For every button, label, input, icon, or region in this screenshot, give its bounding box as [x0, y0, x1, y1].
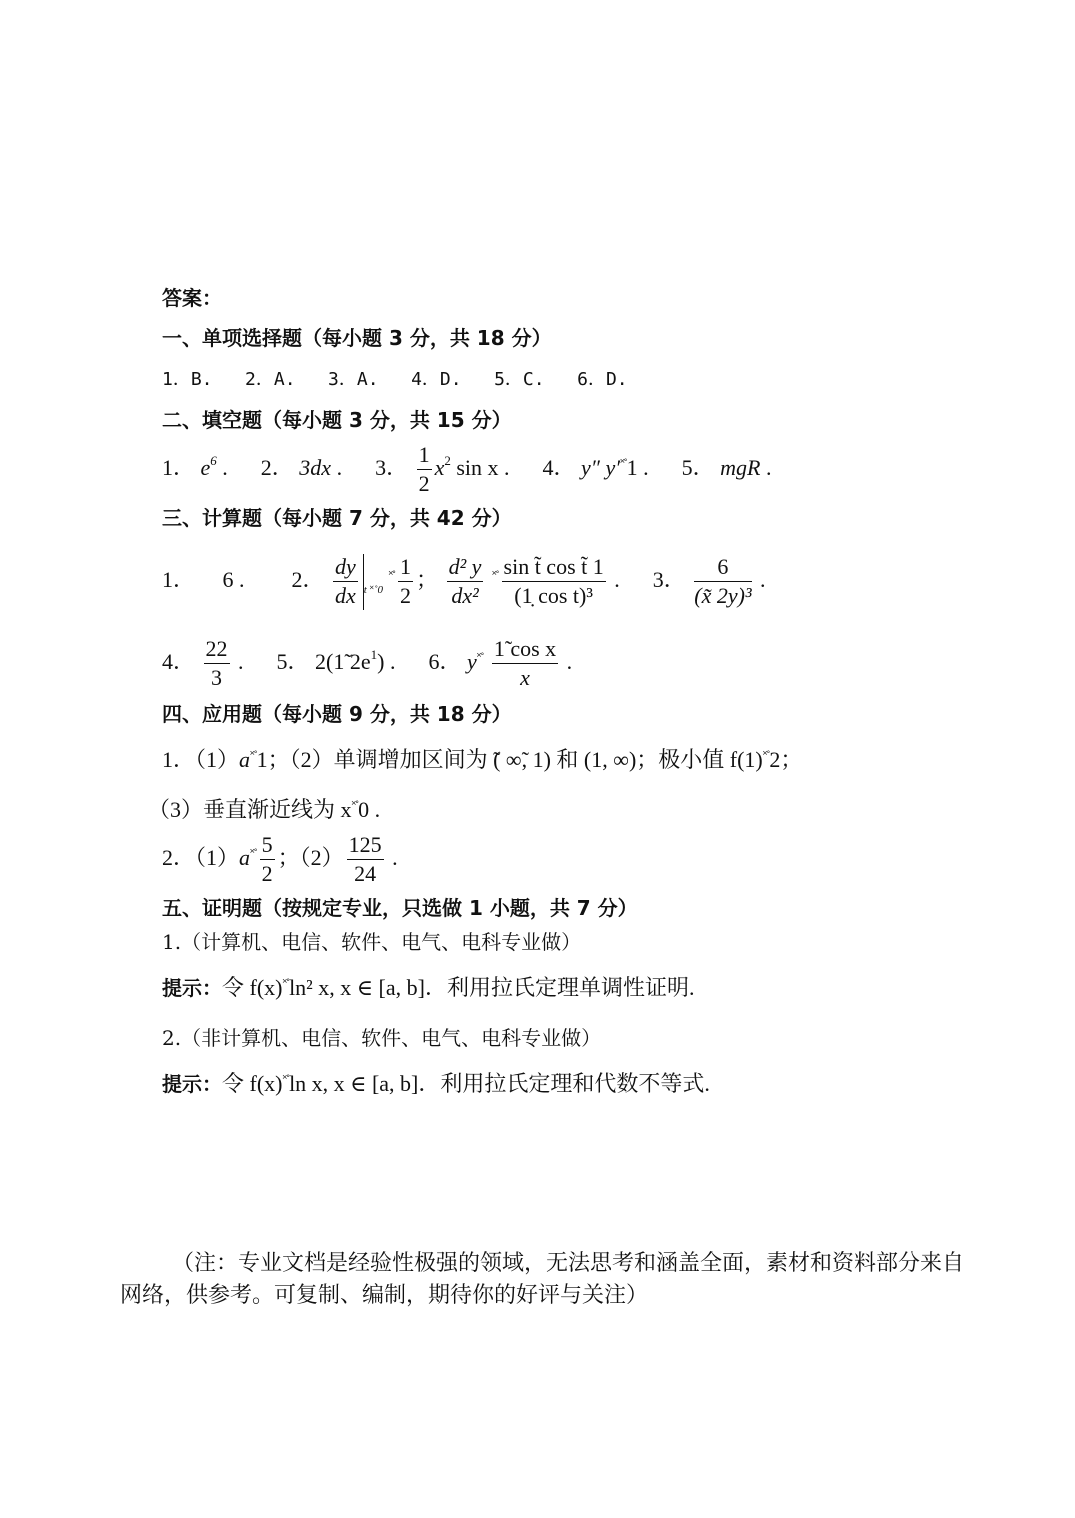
calc-answer-5: 2(1̃ $2e^1$)	[315, 647, 385, 674]
section-1-answers: 1．B. 2．A. 3．A. 4．D. 5．C. 6．D.	[162, 369, 628, 390]
section-3-row-2: 4． $\frac{22}{3}$ . 5． 2(1̃ $2e^1$) . 6． y˟˚ $\frac{\text{1̃ cos x}}{x}$ .	[162, 636, 573, 691]
fill-answer-3-fraction: $\frac{1}{2}$	[418, 442, 430, 497]
calc-answer-3: $\frac{6}{\text{(x̃ 2y)³}}$	[694, 554, 752, 609]
calc-answer-6: $\frac{\text{1̃ cos x}}{x}$	[493, 636, 557, 691]
proof-hint-2: 提示：令 f(x)˟˚ln x, x ∈ [a, b]．利用拉氏定理和代数不等式.	[162, 1071, 710, 1096]
section-3-row-1: 1． 6 . 2． $\frac{dy}{dx}$ $_{t ˟˚0}$ ˟˚ $\frac{1}{2}$ ； $\frac{\text{d² y}}{\text{dx²}}$ ˟˚ $\frac{\text{sin t̃ cos t̃ 1}}{\text{(1̣ cos t)³}}$ . 3． $\frac{6}{\text{(x̃ 2y)³}}$ .	[162, 554, 766, 609]
fill-answer-2: 3dx	[299, 455, 332, 480]
fill-answer-4: y″ y′	[581, 455, 621, 480]
section-2-heading: 二、填空题（每小题 3 分，共 15 分）	[162, 408, 512, 432]
fill-answer-3-rest: sin x	[456, 455, 499, 480]
calc-answer-2-dydx: $\frac{dy}{dx}$	[335, 554, 356, 609]
section-4-answer-2: 2．（1）a˟˚ $\frac{5}{2}$ ；（2） $\frac{125}{24}$ .	[162, 832, 398, 887]
section-3-heading: 三、计算题（每小题 7 分，共 42 分）	[162, 506, 512, 530]
section-4-heading: 四、应用题（每小题 9 分，共 18 分）	[162, 702, 512, 726]
section-5-heading: 五、证明题（按规定专业，只选做 1 小题，共 7 分）	[162, 896, 638, 920]
fill-answer-1: $e^6$	[200, 453, 217, 480]
section-4-answer-1: 1．（1）a˟˚1；（2）单调增加区间为 ̃( ∞̃, 1) 和 (1, ∞)；极小值 f(1)˟˚2；	[162, 747, 803, 772]
section-2-answers: 1． $e^6$ . 2． 3dx . 3． $\frac{1}{2}$ $x^2$ sin x . 4． y″ y′˟˚1 . 5． mgR .	[162, 442, 772, 497]
proof-option-1: 1.（计算机、电信、软件、电气、电科专业做）	[162, 930, 582, 954]
calc-answer-2-second-derivative: $\frac{\text{d² y}}{\text{dx²}}$	[448, 554, 482, 609]
footer-note: （注：专业文档是经验性极强的领域，无法思考和涵盖全面，素材和资料部分来自网络，供参考。可复制、编制，期待你的好评与关注）	[120, 1251, 965, 1308]
doc-title: 答案：	[162, 286, 222, 310]
proof-option-2: 2.（非计算机、电信、软件、电气、电科专业做）	[162, 1026, 602, 1050]
section-4-answer-1-part-3: （3）垂直渐近线为 x˟˚0 .	[148, 797, 381, 822]
calc-answer-1: 6	[222, 567, 234, 592]
section-1-heading: 一、单项选择题（每小题 3 分，共 18 分）	[162, 326, 552, 350]
proof-hint-1: 提示：令 f(x)˟˚ln² x, x ∈ [a, b]．利用拉氏定理单调性证明.	[162, 975, 695, 1000]
calc-answer-4: $\frac{22}{3}$	[205, 636, 228, 691]
fill-answer-5: mgR	[720, 455, 761, 480]
